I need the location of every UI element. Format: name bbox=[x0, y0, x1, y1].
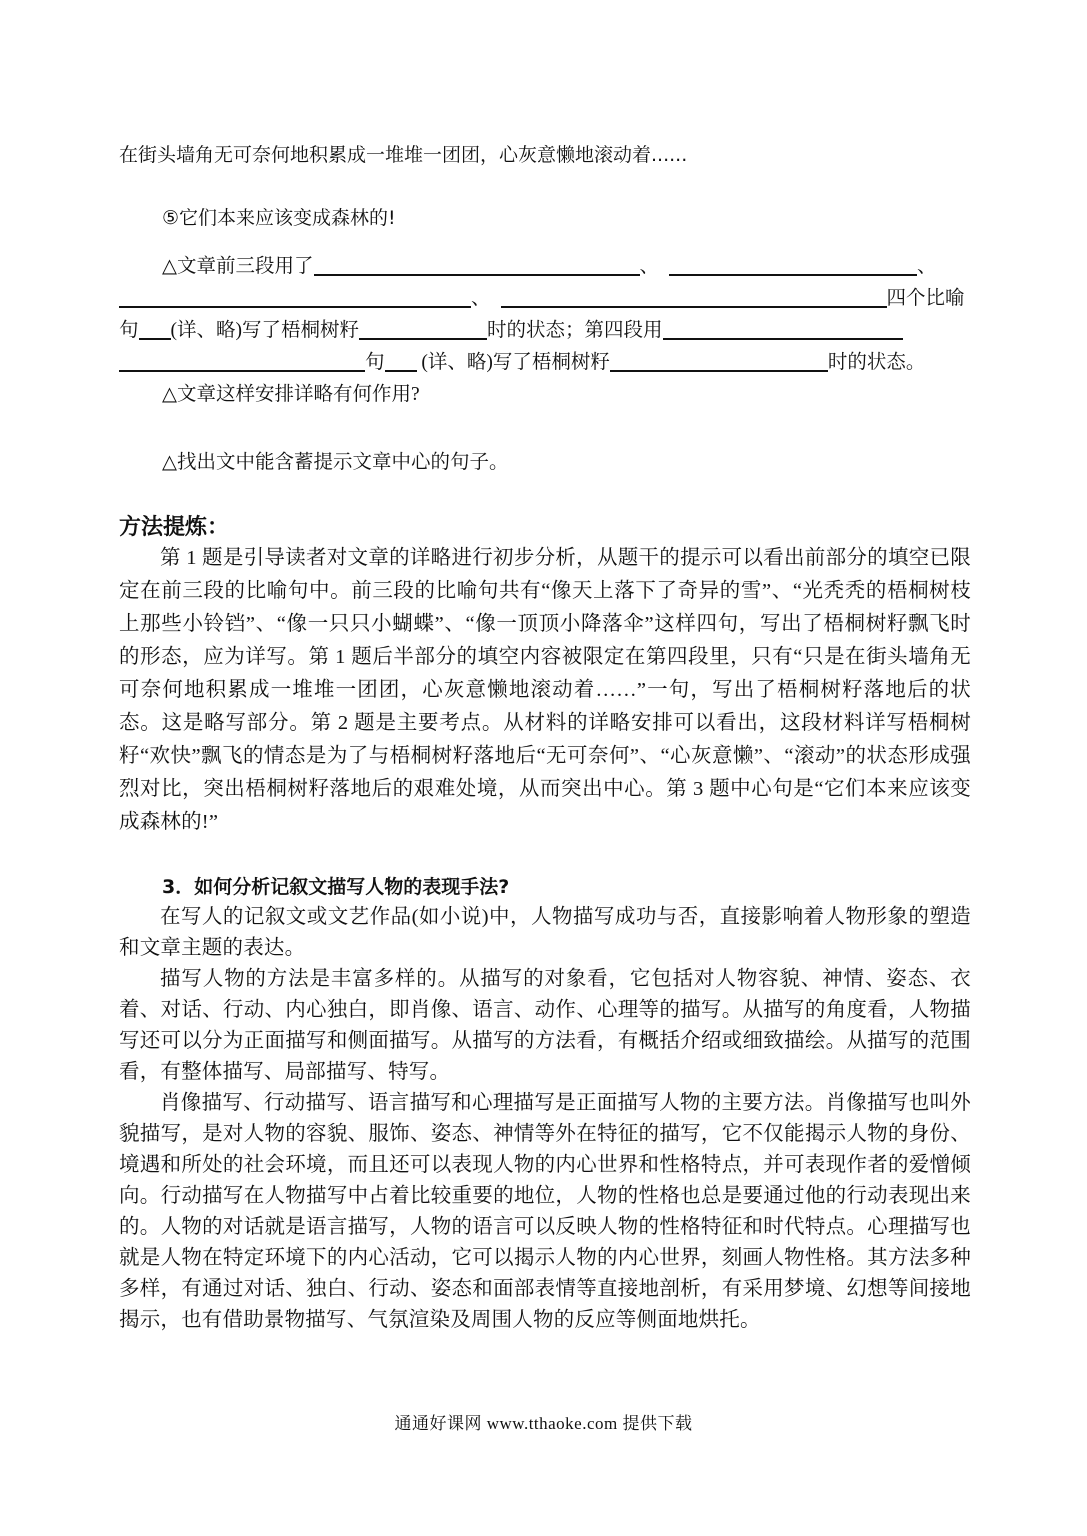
question-1-text: 句 bbox=[119, 320, 139, 341]
method-body: 第 1 题是引导读者对文章的详略进行初步分析，从题干的提示可以看出前部分的填空已限定在前三段的比喻句中。前三段的比喻句共有“像天上落下了奇异的雪”、“光秃秃的梧桐树枝上那些小铃铛”、“像一只只小蝴蝶”、“像一顶顶小降落伞”这样四句，写出了梧桐树籽飘飞时的形态，应为详写。第 1 题后半部分的填空内容被限定在第四段里，只有“只是在街头墙角无可奈何地积累成一堆堆一团团，心灰意懒地滚动着……”一句，写出了梧桐树籽落地后的状态。这是略写部分。第 2 题是主要考点。从材料的详略安排可以看出，这段材料详写梧桐树籽“欢快”飘飞的情态是为了与梧桐树籽落地后“无可奈何”、“心灰意懒”、“滚动”的状态形成强烈对比，突出梧桐树籽落地后的艰难处境，从而突出中心。第 3 题中心句是“它们本来应该变成森林的!” bbox=[119, 547, 971, 833]
answer-blank-8[interactable] bbox=[119, 350, 365, 372]
section-3-body bbox=[119, 902, 971, 1336]
answer-blank-2[interactable] bbox=[669, 254, 917, 276]
question-1-text: 时的状态。 bbox=[827, 352, 926, 373]
passage-sentence-5: ⑤它们本来应该变成森林的! bbox=[162, 207, 396, 229]
question-1-text: (详、略)写了梧桐树籽 bbox=[170, 320, 360, 341]
answer-blank-7[interactable] bbox=[663, 318, 903, 340]
question-1-text: 四个比喻 bbox=[886, 288, 965, 309]
question-1-text: 句 bbox=[365, 352, 385, 373]
section-3-paragraph-2: 描写人物的方法是丰富多样的。从描写的对象看，它包括对人物容貌、神情、姿态、衣着、对话、行动、内心独白，即肖像、语言、动作、心理等的描写。从描写的角度看，人物描写还可以分为正面描写和侧面描写。从描写的方法看，有概括介绍或细致描绘。从描写的范围看，有整体描写、局部描写、特写。 bbox=[119, 968, 971, 1083]
section-3-heading: 3．如何分析记叙文描写人物的表现手法? bbox=[162, 876, 510, 898]
page-footer: 通通好课网 www.tthaoke.com 提供下载 bbox=[394, 1414, 693, 1433]
separator: 、 bbox=[917, 256, 937, 277]
answer-blank-9[interactable] bbox=[385, 350, 417, 372]
question-3: △找出文中能含蓄提示文章中心的句子。 bbox=[162, 452, 509, 473]
separator: 、 bbox=[471, 288, 491, 309]
separator: 、 bbox=[639, 256, 660, 277]
answer-blank-10[interactable] bbox=[610, 350, 828, 372]
continued-text-line: 在街头墙角无可奈何地积累成一堆堆一团团，心灰意懒地滚动着...... bbox=[119, 144, 688, 166]
answer-blank-1[interactable] bbox=[314, 254, 640, 276]
question-1-text: 时的状态；第四段用 bbox=[487, 320, 663, 341]
answer-blank-3[interactable] bbox=[119, 286, 471, 308]
question-1-line-4 bbox=[119, 350, 925, 375]
section-3-paragraph-3: 肖像描写、行动描写、语言描写和心理描写是正面描写人物的主要方法。肖像描写也叫外貌描写，是对人物的容貌、服饰、姿态、神情等外在特征的描写，它不仅能揭示人物的身份、境遇和所处的社会环境，而且还可以表现人物的内心世界和性格特点，并可表现作者的爱憎倾向。行动描写在人物描写中占着比较重要的地位，人物的性格也总是要通过他的行动表现出来的。人物的对话就是语言描写，人物的语言可以反映人物的性格特征和时代特点。心理描写也就是人物在特定环境下的内心活动，它可以揭示人物的内心世界，刻画人物性格。其方法多种多样，有通过对话、独白、行动、姿态和面部表情等直接地剖析，有采用梦境、幻想等间接地揭示，也有借助景物描写、气氛渲染及周围人物的反应等侧面地烘托。 bbox=[119, 1092, 971, 1331]
answer-blank-6[interactable] bbox=[359, 318, 487, 340]
answer-blank-4[interactable] bbox=[501, 286, 887, 308]
question-1-text: (详、略)写了梧桐树籽 bbox=[421, 352, 610, 373]
question-1-line-1 bbox=[162, 254, 937, 279]
answer-blank-5[interactable] bbox=[139, 318, 171, 340]
method-heading: 方法提炼： bbox=[119, 515, 230, 540]
question-2: △文章这样安排详略有何作用? bbox=[162, 384, 420, 405]
question-1-line-3 bbox=[119, 318, 903, 343]
question-1-line-2 bbox=[119, 286, 965, 311]
section-3-paragraph-1: 在写人的记叙文或文艺作品(如小说)中，人物描写成功与否，直接影响着人物形象的塑造和文章主题的表达。 bbox=[119, 906, 971, 959]
question-1-prompt: △文章前三段用了 bbox=[162, 256, 314, 277]
method-paragraph bbox=[119, 542, 971, 839]
